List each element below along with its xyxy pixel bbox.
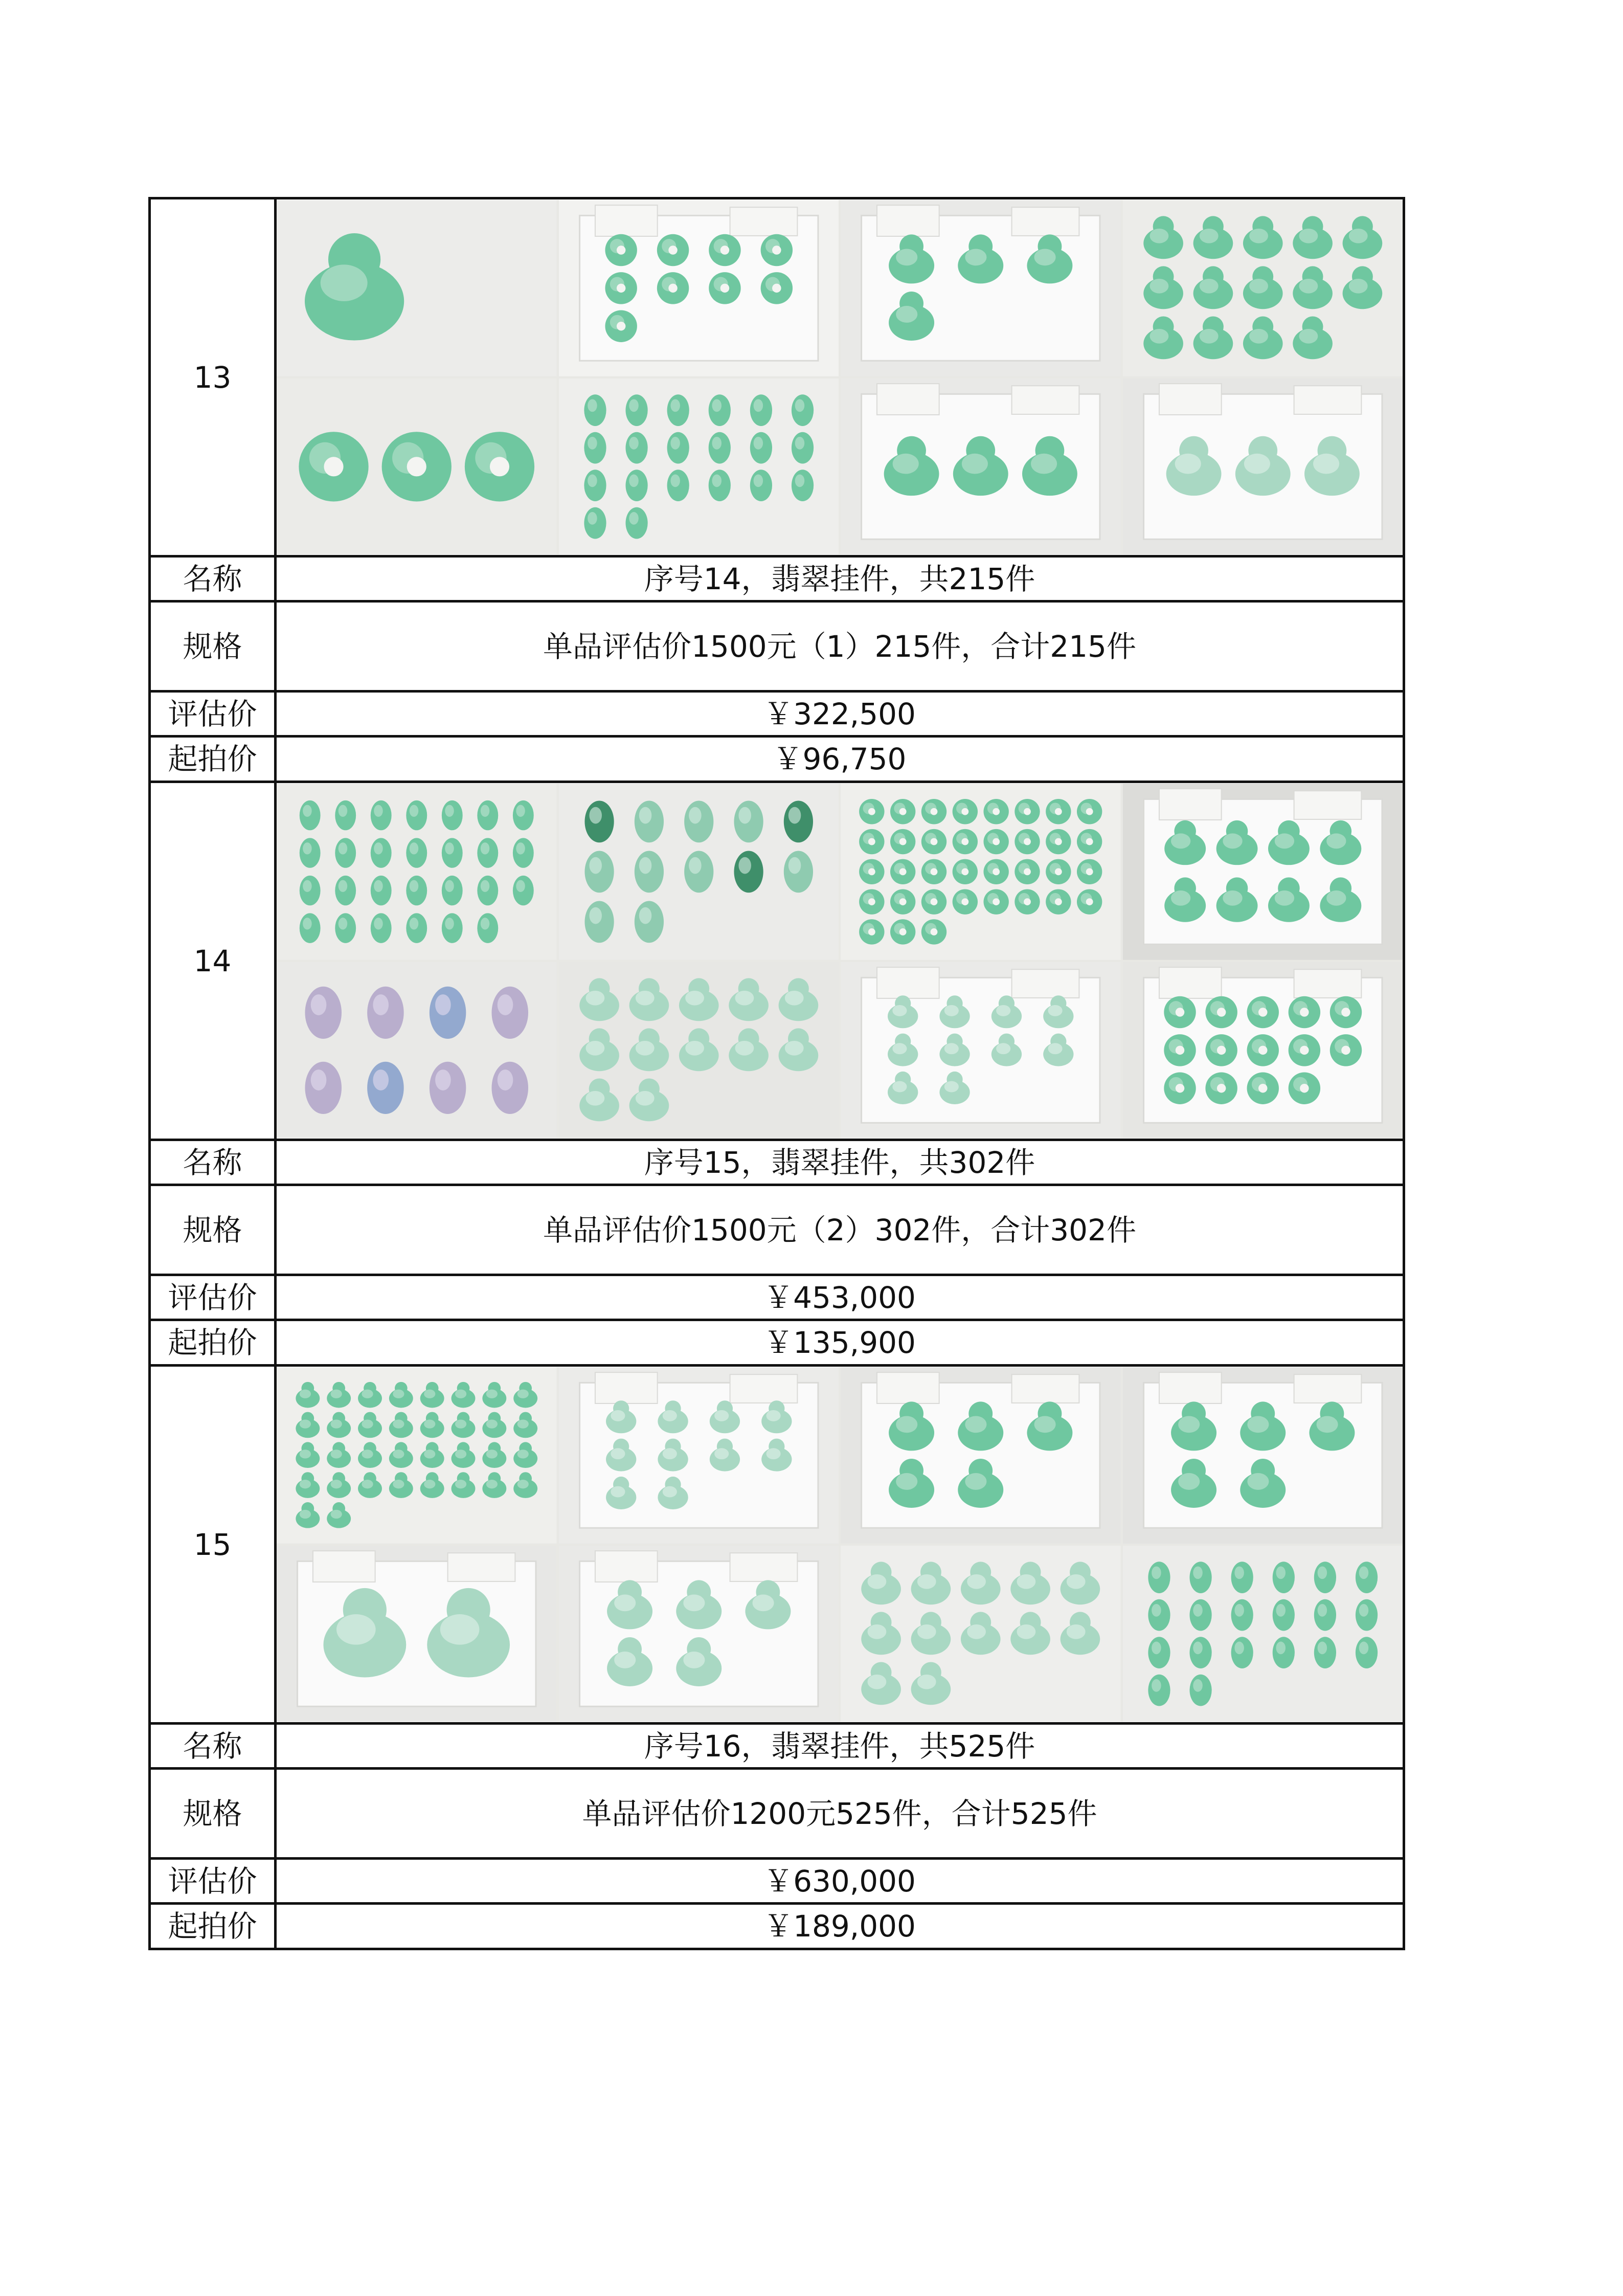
starting-label: 起拍价	[150, 1320, 276, 1366]
name-row	[150, 1140, 1404, 1185]
appraisal-label: 评估价	[150, 1859, 276, 1904]
disc-pendants-photo	[559, 200, 839, 376]
appraisal-label: 评估价	[150, 1275, 276, 1320]
lot-number: 14	[150, 782, 276, 1140]
starting-label: 起拍价	[150, 1904, 276, 1949]
appraisal-value: ￥630,000	[276, 1859, 1404, 1904]
appraisal-row	[150, 1859, 1404, 1904]
cabochon-pendants-photo	[559, 784, 839, 960]
starting-row	[150, 1320, 1404, 1366]
buddha-pendants-photo	[841, 200, 1121, 376]
guanyin-pendants-photo	[1123, 1367, 1403, 1544]
guanyin-pendants-photo	[559, 1546, 839, 1722]
lot-14-photo-row	[150, 782, 1404, 1140]
appraisal-label: 评估价	[150, 692, 276, 737]
spec-label: 规格	[150, 601, 276, 692]
name-value: 序号16，翡翠挂件，共525件	[276, 1724, 1404, 1769]
cabochon-pendants-photo	[1123, 1546, 1403, 1722]
lot-number: 15	[150, 1366, 276, 1724]
cabochon-pendants-photo	[277, 784, 557, 960]
buddha-pendants-photo	[841, 1546, 1121, 1722]
photo-grid	[277, 784, 1403, 1138]
buddha-pendants-photo	[1123, 200, 1403, 376]
photo-grid	[277, 1367, 1403, 1722]
disc-pendants-photo	[277, 378, 557, 555]
name-value: 序号15，翡翠挂件，共302件	[276, 1140, 1404, 1185]
spec-label: 规格	[150, 1769, 276, 1859]
photo-grid	[277, 200, 1403, 554]
lavender-pendants-photo	[277, 962, 557, 1139]
figure-pendants-photo	[559, 378, 839, 555]
starting-row	[150, 737, 1404, 782]
buddha-pendants-photo	[841, 1367, 1121, 1544]
buddha-pendants-photo	[277, 1546, 557, 1722]
buddha-pendants-photo	[1123, 784, 1403, 960]
spec-value: 单品评估价1200元525件，合计525件	[276, 1769, 1404, 1859]
name-label: 名称	[150, 1724, 276, 1769]
lot-photo-cell	[276, 782, 1404, 1140]
bead-pendants-photo	[1123, 962, 1403, 1139]
starting-value: ￥189,000	[276, 1904, 1404, 1949]
name-label: 名称	[150, 1140, 276, 1185]
lot-number: 13	[150, 198, 276, 556]
appraisal-row	[150, 692, 1404, 737]
spec-value: 单品评估价1500元（1）215件，合计215件	[276, 601, 1404, 692]
starting-value: ￥96,750	[276, 737, 1404, 782]
lot-photo-cell	[276, 198, 1404, 556]
buddha-pendants-photo	[841, 378, 1121, 555]
buddha-pendants-photo	[559, 1367, 839, 1544]
spec-label: 规格	[150, 1185, 276, 1275]
disc-pendants-photo	[841, 784, 1121, 960]
lot-table	[148, 197, 1405, 1950]
lot-15-photo-row	[150, 1366, 1404, 1724]
name-row	[150, 1724, 1404, 1769]
appraisal-row	[150, 1275, 1404, 1320]
name-label: 名称	[150, 556, 276, 601]
starting-row	[150, 1904, 1404, 1949]
spec-row	[150, 1769, 1404, 1859]
name-row	[150, 556, 1404, 601]
starting-value: ￥135,900	[276, 1320, 1404, 1366]
lot-13-photo-row	[150, 198, 1404, 556]
name-value: 序号14，翡翠挂件，共215件	[276, 556, 1404, 601]
buddha-pendants-photo	[1123, 378, 1403, 555]
appraisal-value: ￥453,000	[276, 1275, 1404, 1320]
starting-label: 起拍价	[150, 737, 276, 782]
buddha-pendants-photo	[277, 1367, 557, 1544]
spec-value: 单品评估价1500元（2）302件，合计302件	[276, 1185, 1404, 1275]
spec-row	[150, 601, 1404, 692]
buddha-pendant-photo	[277, 200, 557, 376]
appraisal-value: ￥322,500	[276, 692, 1404, 737]
guanyin-pendants-photo	[559, 962, 839, 1139]
lot-photo-cell	[276, 1366, 1404, 1724]
figure-pendants-photo	[841, 962, 1121, 1139]
spec-row	[150, 1185, 1404, 1275]
